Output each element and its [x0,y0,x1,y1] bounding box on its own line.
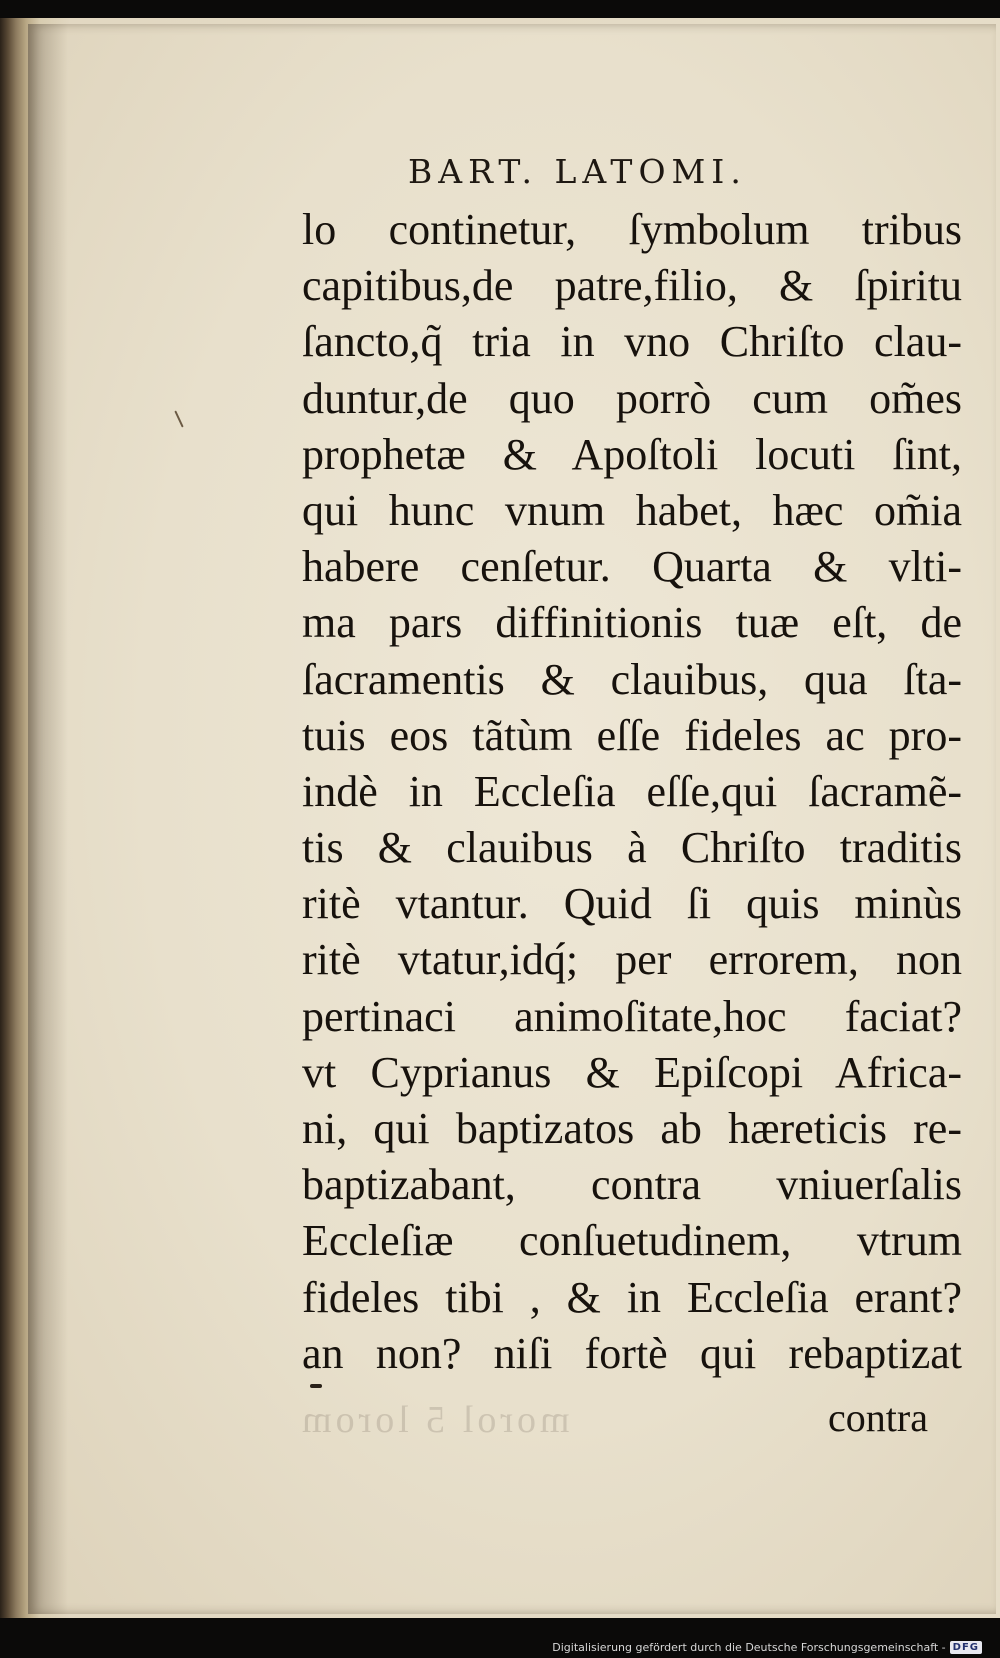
text-line: Eccleſiæ conſuetudinem, vtrum [302,1216,962,1266]
running-head: BART. LATOMI. [408,152,747,191]
text-line: an non? niſi fortè qui rebaptizat [302,1328,962,1378]
dfg-logo: DFG [950,1641,982,1654]
book-page [28,24,996,1614]
ink-mark [310,1384,322,1388]
text-line: qui hunc vnum habet, hæc om̃ia [302,485,962,535]
text-line: baptizabant, contra vniuerſalis [302,1160,962,1210]
text-line: pertinaci animoſitate,hoc faciat? [302,991,962,1041]
credit-text: Digitalisierung gefördert durch die Deutsche Forschungsgemeinschaft - [552,1641,946,1654]
text-line: tis & clauibus à Chriſto traditis [302,823,962,873]
text-line: ſacramentis & clauibus, qua ſta- [302,654,962,704]
ink-mark [174,410,183,427]
text-line: habere cenſetur. Quarta & vlti- [302,542,962,592]
text-line: tuis eos tãtùm eſſe fideles ac pro- [302,710,962,760]
bleed-through-text: morol 5 lorom [298,1399,570,1441]
text-line: ſancto,q̃ tria in vno Chriſto clau- [302,317,962,367]
page-gutter-shadow [28,24,68,1614]
text-line: ritè vtatur,idq́; per errorem, non [302,935,962,985]
catchword: contra [828,1395,928,1440]
text-line: fideles tibi , & in Eccleſia erant? [302,1272,962,1322]
text-line: lo continetur, ſymbolum tribus [302,205,962,254]
digitization-credit [552,1641,982,1654]
text-line: indè in Eccleſia eſſe,qui ſacramẽ- [302,766,962,816]
body-text [302,202,962,1382]
text-line: duntur,de quo porrò cum om̃es [302,373,962,423]
text-line: vt Cyprianus & Epiſcopi Africa- [302,1047,962,1097]
text-line: ritè vtantur. Quid ſi quis minùs [302,879,962,929]
text-line: ni, qui baptizatos ab hæreticis re- [302,1104,962,1153]
text-line: capitibus,de patre,filio, & ſpiritu [302,261,962,311]
text-line: ma pars diffinitionis tuæ eſt, de [302,598,962,648]
text-line: prophetæ & Apoſtoli locuti ſint, [302,429,962,479]
